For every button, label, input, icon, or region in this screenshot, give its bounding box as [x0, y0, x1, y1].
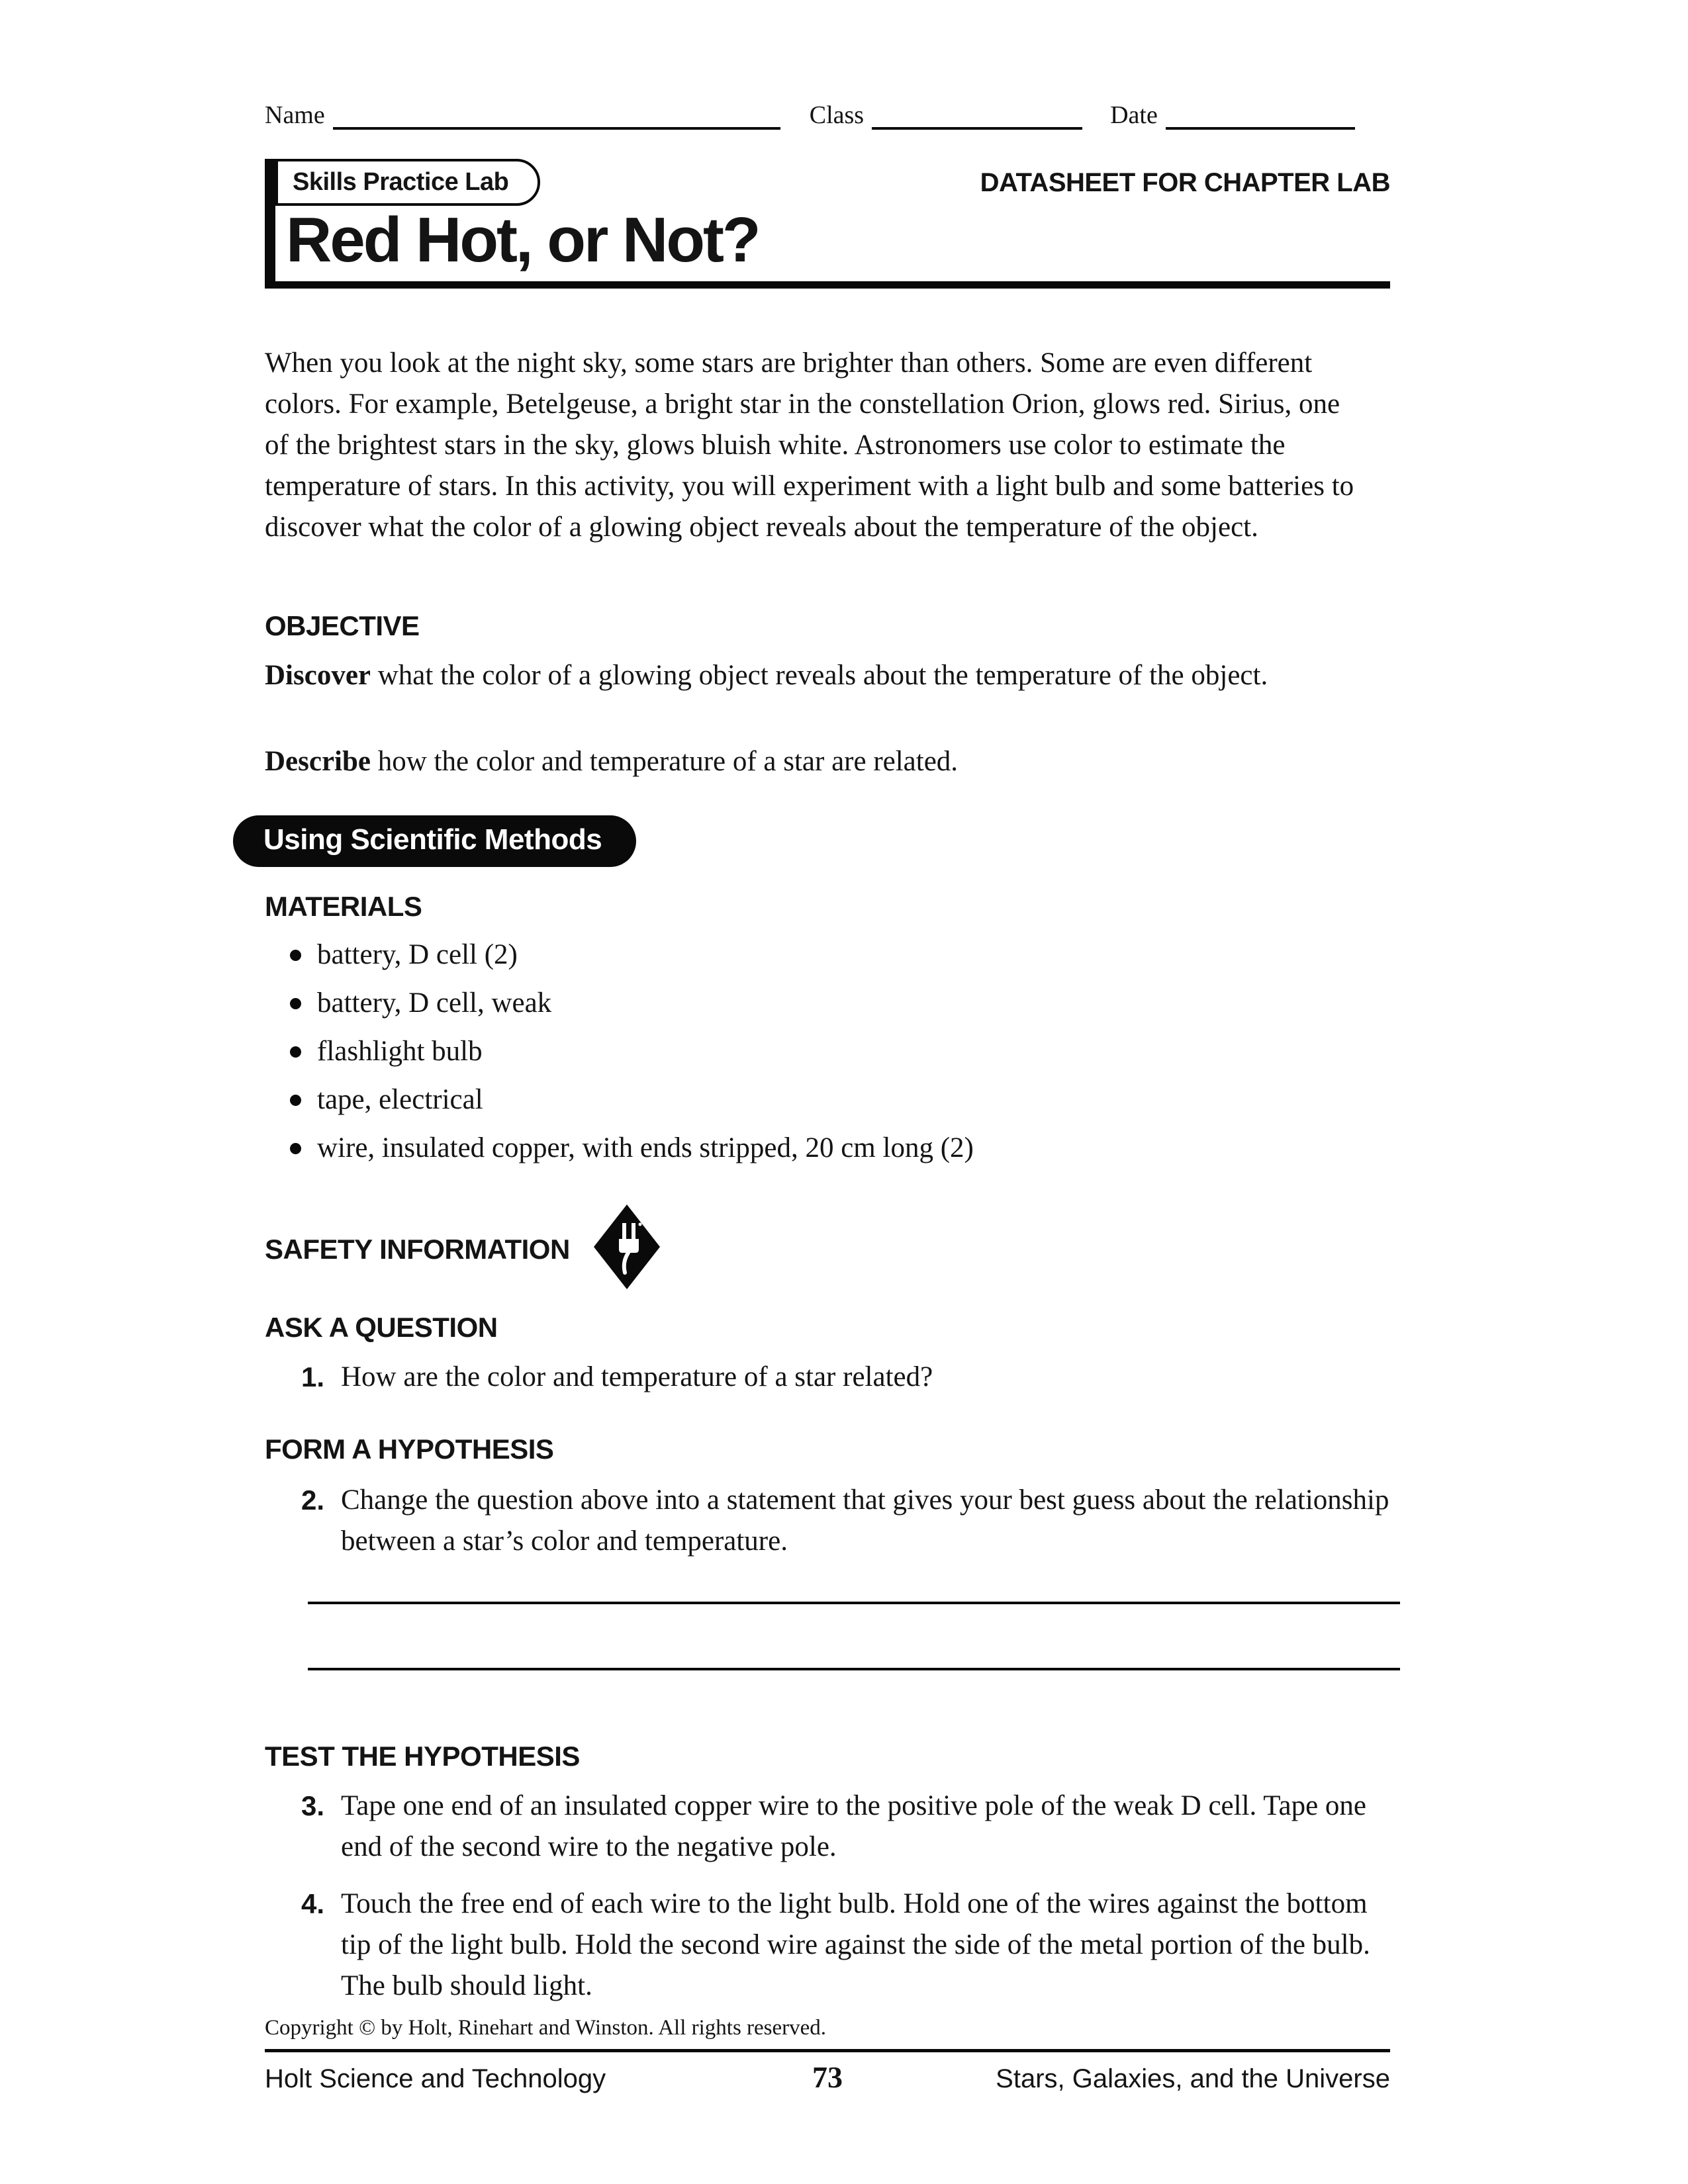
objective-text: how the color and temperature of a star are related. [371, 746, 959, 777]
electrical-safety-icon [594, 1205, 660, 1289]
objective-text: what the color of a glowing object reveals about the temperature of the object. [371, 660, 1268, 691]
list-item: battery, D cell, weak [290, 983, 1382, 1024]
safety-heading: SAFETY INFORMATION [265, 1234, 570, 1265]
step-item-3 [301, 1786, 1403, 1868]
bullet-icon [290, 1046, 301, 1058]
list-item: battery, D cell (2) [290, 934, 1382, 976]
datasheet-label: DATASHEET FOR CHAPTER LAB [980, 168, 1390, 197]
item-text: Touch the free end of each wire to the light bulb. Hold one of the wires against the bottom tip of the light bulb. Hold the second wire against the side of the metal portion of the bulb. The bulb should light. [341, 1888, 1370, 2001]
class-label: Class [809, 101, 865, 129]
item-number: 4. [301, 1888, 325, 1919]
copyright-text: Copyright © by Holt, Rinehart and Winston. All rights reserved. [265, 2016, 827, 2040]
list-item: wire, insulated copper, with ends stripped, 20 cm long (2) [290, 1128, 1382, 1169]
footer-book-title: Holt Science and Technology [265, 2064, 606, 2093]
item-number: 2. [301, 1484, 325, 1516]
answer-line[interactable] [308, 1602, 1400, 1604]
using-scientific-methods-badge: Using Scientific Methods [233, 815, 636, 867]
test-the-hypothesis-heading: TEST THE HYPOTHESIS [265, 1741, 580, 1772]
ask-a-question-heading: ASK A QUESTION [265, 1312, 498, 1343]
item-text: How are the color and temperature of a star related? [341, 1361, 933, 1392]
form-a-hypothesis-heading: FORM A HYPOTHESIS [265, 1433, 554, 1465]
page-title: Red Hot, or Not? [286, 205, 759, 275]
item-number: 1. [301, 1361, 325, 1392]
bullet-icon [290, 998, 301, 1009]
objective-item [265, 655, 1357, 696]
date-label: Date [1110, 101, 1158, 129]
objective-lead: Discover [265, 660, 371, 691]
bullet-icon [290, 1143, 301, 1154]
objective-item [265, 741, 1357, 782]
objective-heading: OBJECTIVE [265, 610, 420, 641]
item-number: 3. [301, 1790, 325, 1821]
safety-information-row [265, 1210, 660, 1289]
bullet-icon [290, 1095, 301, 1106]
lab-type-badge: Skills Practice Lab [275, 159, 540, 206]
question-item-1 [301, 1357, 1403, 1398]
materials-heading: MATERIALS [265, 891, 422, 922]
bullet-icon [290, 950, 301, 961]
objective-lead: Describe [265, 746, 371, 777]
step-item-4 [301, 1884, 1403, 2007]
page-number: 73 [812, 2060, 843, 2094]
intro-paragraph: When you look at the night sky, some stars are brighter than others. Some are even different colors. For example, Betelgeuse, a bright star in the constellation Orion, glows red. Sirius, one of the brightest stars in the sky, glows bluish white. Astronomers use color to estimate the temperature of stars. In this activity, you will experiment with a light bulb and some batteries to discover what the color of a glowing object reveals about the temperature of the object. [265, 347, 1354, 543]
name-blank-line[interactable] [333, 101, 780, 130]
footer-chapter-title: Stars, Galaxies, and the Universe [996, 2064, 1390, 2093]
footer-row [265, 2060, 1390, 2095]
item-text: Change the question above into a statement that gives your best guess about the relationship between a star’s color and temperature. [341, 1484, 1389, 1557]
date-blank-line[interactable] [1166, 101, 1355, 130]
class-blank-line[interactable] [872, 101, 1082, 130]
title-block [265, 159, 1390, 289]
question-item-2 [301, 1480, 1403, 1562]
materials-list [290, 934, 1382, 1176]
list-item: flashlight bulb [290, 1031, 1382, 1072]
list-item: tape, electrical [290, 1079, 1382, 1120]
answer-line[interactable] [308, 1668, 1400, 1670]
header-row [265, 101, 1390, 130]
name-label: Name [265, 101, 325, 129]
item-text: Tape one end of an insulated copper wire to the positive pole of the weak D cell. Tape one end of the second wire to the negative pole. [341, 1790, 1367, 1862]
footer-rule [265, 2049, 1390, 2052]
